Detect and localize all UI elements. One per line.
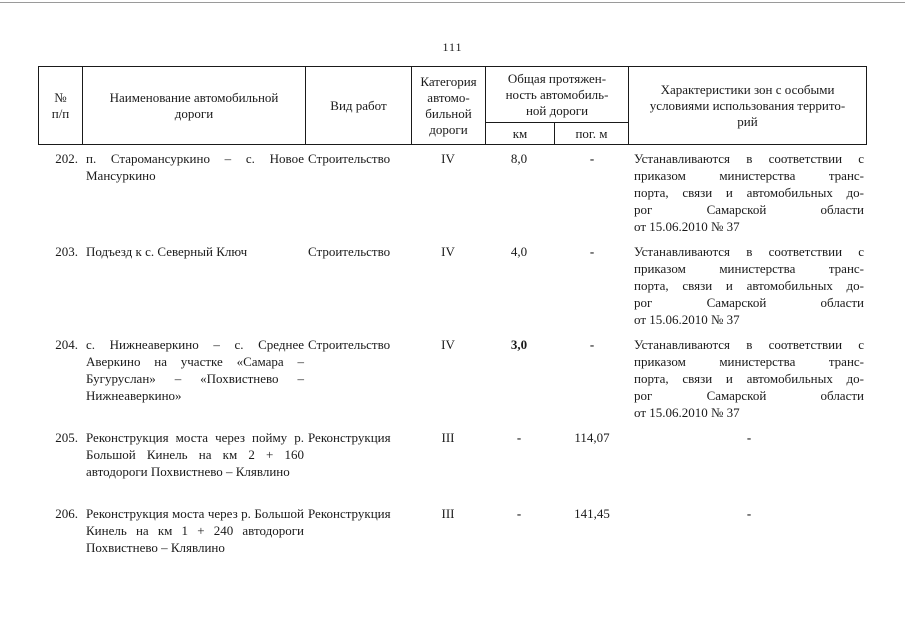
zone-line: приказом министерства транс- (634, 168, 864, 183)
row-number: 202. (55, 151, 78, 166)
road-category: III (441, 430, 455, 445)
header-road-name: Наименование автомобильной дороги (83, 67, 306, 145)
length-pog-m: - (589, 337, 595, 352)
header-km: км (486, 123, 555, 145)
zone-line: от 15.06.2010 № 37 (634, 405, 740, 420)
header-zone-characteristics: Характеристики зон с особыми условиями использования террито- рий (629, 67, 867, 145)
header-road-category: Категория автомо- бильной дороги (412, 67, 486, 145)
header-total-length: Общая протяжен- ность автомобиль- ной дороги (486, 67, 629, 123)
scan-edge-line (0, 2, 905, 3)
length-km: 4,0 (510, 244, 528, 259)
zone-line: Устанавливаются в соответствии с (634, 337, 864, 352)
zone-characteristics (634, 429, 864, 446)
road-name: Подъезд к с. Северный Ключ (86, 244, 248, 259)
zone-line: - (746, 430, 752, 445)
zone-characteristics (634, 243, 864, 328)
row-number: 204. (55, 337, 78, 352)
road-category: IV (441, 337, 455, 352)
road-name: Реконструкция моста через пойму р. Большой Кинель на км 2 + 160 автодороги Похвистнево – Клявлино (86, 430, 304, 479)
road-category: III (441, 506, 455, 521)
zone-line: рог Самарской области (634, 388, 864, 403)
zone-line: Устанавливаются в соответствии с (634, 151, 864, 166)
road-name: с. Нижнеаверкино – с. Среднее Аверкино на участке «Самара – Бугуруслан» – «Похвистнево – Нижнеаверкино» (86, 337, 304, 403)
row-number: 206. (55, 506, 78, 521)
row-number: 203. (55, 244, 78, 259)
zone-line: от 15.06.2010 № 37 (634, 312, 740, 327)
zone-line: - (746, 506, 752, 521)
page-number: 111 (442, 40, 463, 54)
length-pog-m: 114,07 (574, 430, 610, 445)
work-type: Строительство (308, 244, 391, 259)
zone-line: рог Самарской области (634, 202, 864, 217)
length-pog-m: - (589, 244, 595, 259)
zone-line: приказом министерства транс- (634, 354, 864, 369)
length-pog-m: - (589, 151, 595, 166)
row-number: 205. (55, 430, 78, 445)
header-number: № п/п (39, 67, 83, 145)
header-work-type: Вид работ (306, 67, 412, 145)
zone-line: порта, связи и автомобильных до- (634, 278, 864, 293)
zone-characteristics (634, 336, 864, 421)
zone-characteristics (634, 505, 864, 522)
road-name: п. Старомансуркино – с. Новое Мансуркино (86, 151, 304, 183)
zone-line: порта, связи и автомобильных до- (634, 371, 864, 386)
length-km: 8,0 (510, 151, 528, 166)
table-header (38, 66, 867, 145)
zone-line: от 15.06.2010 № 37 (634, 219, 740, 234)
zone-characteristics (634, 150, 864, 235)
length-pog-m: 141,45 (574, 506, 610, 521)
length-km: 3,0 (510, 337, 528, 352)
work-type: Реконструкция (308, 506, 391, 521)
road-category: IV (441, 151, 455, 166)
road-name: Реконструкция моста через р. Большой Кинель на км 1 + 240 автодороги Похвистнево – Клявлино (86, 506, 304, 555)
road-category: IV (441, 244, 455, 259)
length-km: - (516, 506, 522, 521)
work-type: Реконструкция (308, 430, 391, 445)
zone-line: Устанавливаются в соответствии с (634, 244, 864, 259)
work-type: Строительство (308, 337, 391, 352)
header-pog-m: пог. м (555, 123, 629, 145)
zone-line: порта, связи и автомобильных до- (634, 185, 864, 200)
length-km: - (516, 430, 522, 445)
zone-line: приказом министерства транс- (634, 261, 864, 276)
work-type: Строительство (308, 151, 391, 166)
zone-line: рог Самарской области (634, 295, 864, 310)
